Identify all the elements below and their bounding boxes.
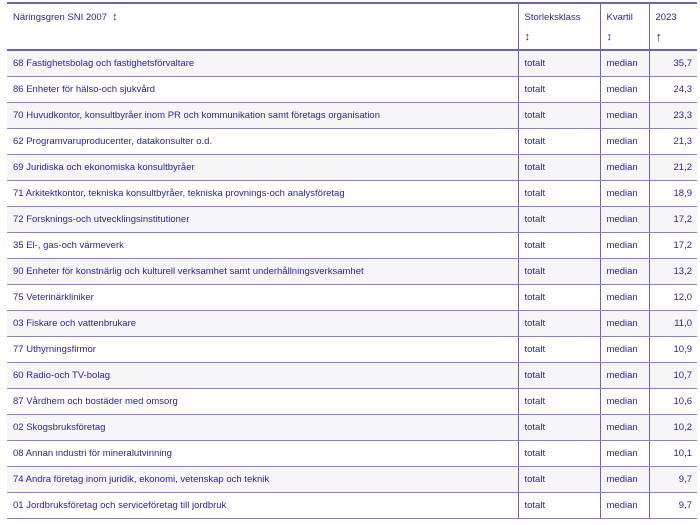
cell-naringsgren: 01 Jordbruksföretag och serviceföretag till jordbruk [7,492,518,518]
cell-kvartil: median [600,232,649,258]
sort-both-icon[interactable]: ↕ [524,31,530,43]
column-header-2023[interactable] [649,3,697,50]
cell-kvartil: median [600,180,649,206]
cell-kvartil: median [600,388,649,414]
cell-storleksklass: totalt [518,492,600,518]
cell-storleksklass: totalt [518,258,600,284]
table-row [7,388,697,414]
cell-value-2023: 12,0 [649,284,697,310]
cell-storleksklass: totalt [518,362,600,388]
cell-storleksklass: totalt [518,466,600,492]
cell-storleksklass: totalt [518,414,600,440]
table-row [7,440,697,466]
cell-storleksklass: totalt [518,310,600,336]
cell-naringsgren: 08 Annan industri för mineralutvinning [7,440,518,466]
table-row [7,492,697,518]
table-row [7,414,697,440]
cell-naringsgren: 60 Radio-och TV-bolag [7,362,518,388]
column-label: Kvartil [606,12,633,23]
cell-naringsgren: 68 Fastighetsbolag och fastighetsförvaltare [7,50,518,76]
cell-storleksklass: totalt [518,102,600,128]
cell-kvartil: median [600,492,649,518]
cell-value-2023: 10,1 [649,440,697,466]
cell-kvartil: median [600,50,649,76]
table-row [7,76,697,102]
cell-value-2023: 13,2 [649,258,697,284]
cell-storleksklass: totalt [518,388,600,414]
cell-kvartil: median [600,128,649,154]
cell-naringsgren: 86 Enheter för hälso-och sjukvård [7,76,518,102]
cell-value-2023: 23,3 [649,102,697,128]
table-row [7,336,697,362]
table-row [7,310,697,336]
column-header-storleksklass[interactable] [518,3,600,50]
cell-kvartil: median [600,362,649,388]
column-label: Storleksklass [524,12,581,23]
cell-kvartil: median [600,466,649,492]
cell-naringsgren: 72 Forsknings-och utvecklingsinstitutioner [7,206,518,232]
table-row [7,206,697,232]
table-row [7,50,697,76]
cell-storleksklass: totalt [518,50,600,76]
table-row [7,466,697,492]
table-row [7,180,697,206]
cell-storleksklass: totalt [518,284,600,310]
cell-storleksklass: totalt [518,232,600,258]
cell-kvartil: median [600,76,649,102]
cell-kvartil: median [600,440,649,466]
cell-kvartil: median [600,154,649,180]
cell-storleksklass: totalt [518,128,600,154]
column-header-naringsgren[interactable] [7,3,518,50]
cell-value-2023: 24,3 [649,76,697,102]
table-header-row [7,3,697,50]
cell-kvartil: median [600,206,649,232]
column-label: 2023 [655,12,677,23]
cell-kvartil: median [600,284,649,310]
cell-value-2023: 35,7 [649,50,697,76]
cell-naringsgren: 69 Juridiska och ekonomiska konsultbyråer [7,154,518,180]
cell-naringsgren: 74 Andra företag inom juridik, ekonomi, vetenskap och teknik [7,466,518,492]
sort-both-icon[interactable]: ↕ [606,31,612,43]
cell-storleksklass: totalt [518,336,600,362]
cell-value-2023: 10,7 [649,362,697,388]
cell-value-2023: 17,2 [649,232,697,258]
column-label: Näringsgren SNI 2007 [13,12,107,23]
data-table-container [7,2,697,519]
cell-naringsgren: 03 Fiskare och vattenbrukare [7,310,518,336]
cell-naringsgren: 70 Huvudkontor, konsultbyråer inom PR och kommunikation samt företags organisation [7,102,518,128]
cell-value-2023: 21,2 [649,154,697,180]
cell-naringsgren: 62 Programvaruproducenter, datakonsulter o.d. [7,128,518,154]
cell-value-2023: 10,2 [649,414,697,440]
cell-value-2023: 21,3 [649,128,697,154]
cell-naringsgren: 90 Enheter för konstnärlig och kulturell verksamhet samt underhållningsverksamhet [7,258,518,284]
cell-value-2023: 17,2 [649,206,697,232]
cell-naringsgren: 77 Uthyrningsfirmor [7,336,518,362]
cell-kvartil: median [600,102,649,128]
table-row [7,232,697,258]
cell-kvartil: median [600,336,649,362]
cell-naringsgren: 75 Veterinärkliniker [7,284,518,310]
cell-storleksklass: totalt [518,440,600,466]
cell-storleksklass: totalt [518,180,600,206]
column-header-kvartil[interactable] [600,3,649,50]
table-row [7,128,697,154]
table-row [7,258,697,284]
cell-value-2023: 9,7 [649,492,697,518]
cell-kvartil: median [600,414,649,440]
table-row [7,362,697,388]
table-row [7,102,697,128]
sort-both-icon[interactable]: ↕ [112,11,118,23]
table-row [7,284,697,310]
table-body [7,50,697,518]
cell-naringsgren: 87 Vårdhem och bostäder med omsorg [7,388,518,414]
sort-ascending-icon[interactable]: ↑ [655,29,662,44]
cell-storleksklass: totalt [518,76,600,102]
cell-naringsgren: 71 Arkitektkontor, tekniska konsultbyråer, tekniska provnings-och analysföretag [7,180,518,206]
cell-storleksklass: totalt [518,154,600,180]
cell-value-2023: 9,7 [649,466,697,492]
cell-kvartil: median [600,258,649,284]
cell-naringsgren: 35 El-, gas-och värmeverk [7,232,518,258]
cell-naringsgren: 02 Skogsbruksföretag [7,414,518,440]
cell-value-2023: 10,6 [649,388,697,414]
cell-storleksklass: totalt [518,206,600,232]
cell-value-2023: 10,9 [649,336,697,362]
data-table [7,2,697,519]
table-row [7,154,697,180]
cell-value-2023: 11,0 [649,310,697,336]
cell-kvartil: median [600,310,649,336]
cell-value-2023: 18,9 [649,180,697,206]
